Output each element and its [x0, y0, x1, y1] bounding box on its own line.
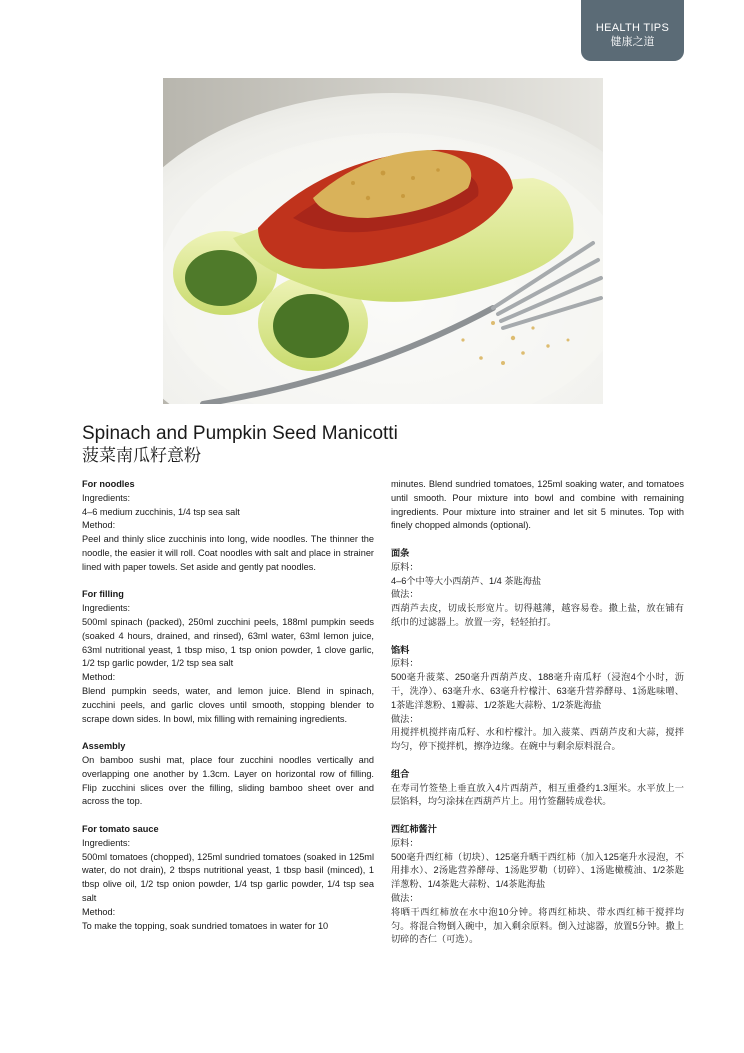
assembly-text: On bamboo sushi mat, place four zucchini noodles vertically and overlapping one another by 1.3cm. Layer on horizontal row of filling. Flip zucchini slices over the filling, sliding bamboo sheet over and across the top.: [82, 754, 374, 807]
ingredients-text: 4–6 medium zucchinis, 1/4 tsp sea salt: [82, 506, 240, 517]
english-column: [82, 478, 374, 947]
ingredients-text: 500ml spinach (packed), 250ml zucchini peels, 188ml pumpkin seeds (soaked 4 hours, drained, and rinsed), 63ml water, 63ml lemon juice, 63ml nutritional yeast, 1 tbsp miso, 1 tsp onion powder, 1 clove garlic, 1/2 tsp garlic powder, 1/2 tsp sea salt: [82, 616, 374, 669]
method-label: 做法：: [391, 589, 419, 600]
ingredients-label: 原料：: [391, 658, 419, 669]
ingredients-text: 500ml tomatoes (chopped), 125ml sundried tomatoes (soaked in 125ml water, do not drain), 2 tbsps nutritional yeast, 1 tbsp basil (minced), 1 tbsp olive oil, 1/2 tsp onion powder, 1/4 tsp garlic powder, 1/4 tsp sea salt: [82, 851, 374, 903]
section-heading: For filling: [82, 589, 124, 600]
method-label: Method:: [82, 906, 116, 917]
ingredients-label: Ingredients:: [82, 837, 131, 848]
sauce-section-zh: [391, 823, 684, 947]
noodles-section: [82, 478, 374, 575]
sauce-method-continuation: [391, 478, 684, 533]
section-heading: 西红柿酱汁: [391, 823, 437, 834]
method-label: 做法：: [391, 713, 419, 724]
assembly-section-zh: [391, 768, 684, 809]
recipe-title-en: Spinach and Pumpkin Seed Manicotti: [82, 423, 398, 444]
ingredients-label: 原料：: [391, 561, 419, 572]
method-continuation-text: minutes. Blend sundried tomatoes, 125ml soaking water, and tomatoes until smooth. Pour mixture into bowl and combine with remaining ingredients. Pour mixture into strainer and let sit 5 minutes. Top with finely chopped almonds (optional).: [391, 479, 684, 531]
section-heading: 馅料: [391, 644, 410, 655]
ingredients-label: Ingredients:: [82, 492, 131, 503]
ingredients-text: 500毫升西红柿（切块）、125毫升晒干西红柿（加入125毫升水浸泡，不用排水）、2汤匙营养酵母、1汤匙罗勒（切碎）、1汤匙橄榄油、1/2茶匙洋葱粉、1/4茶匙大蒜粉、1/4茶匙海盐: [391, 851, 684, 890]
method-label: 做法：: [391, 892, 419, 903]
section-heading: 面条: [391, 547, 410, 558]
method-text: Blend pumpkin seeds, water, and lemon juice. Blend in spinach, zucchini peels, and garlic cloves until smooth, stopping blender to scrape down sides. In bowl, mix filling with remaining ingredients.: [82, 685, 374, 724]
recipe-title-zh: 菠菜南瓜籽意粉: [82, 446, 201, 465]
method-text: 西葫芦去皮，切成长形宽片。切得越薄，越容易卷。撒上盐，放在铺有纸巾的过滤器上。放置一旁，轻轻拍打。: [391, 603, 684, 627]
health-tips-tab: [581, 0, 684, 61]
method-label: Method:: [82, 520, 116, 531]
dish-photo: [163, 78, 603, 404]
dish-photo-illustration: [163, 78, 603, 404]
method-text: To make the topping, soak sundried tomatoes in water for 10: [82, 920, 329, 931]
assembly-text: 在寿司竹签垫上垂直放入4片西葫芦，相互重叠约1.3厘米。水平放上一层馅料，均匀涂抹在西葫芦片上。用竹签翻转成卷状。: [391, 782, 684, 807]
section-heading: Assembly: [82, 741, 126, 752]
ingredients-label: Ingredients:: [82, 603, 131, 614]
section-heading: For tomato sauce: [82, 823, 159, 834]
tab-title-en: HEALTH TIPS: [595, 22, 670, 34]
ingredients-text: 500毫升菠菜、250毫升西葫芦皮、188毫升南瓜籽（浸泡4个小时，沥干，洗净）、63毫升水、63毫升柠檬汁、63毫升营养酵母、1汤匙味噌、1茶匙洋葱粉、1瓣蒜、1/2茶匙大蒜粉、1/2茶匙海盐: [391, 672, 684, 710]
method-text: Peel and thinly slice zucchinis into long, wide noodles. The thinner the noodle, the easier it will roll. Coat noodles with salt and place in strainer lined with paper towels. Set aside and gently pat noodles.: [82, 534, 374, 572]
ingredients-label: 原料：: [391, 837, 419, 848]
chinese-column: [391, 478, 684, 961]
assembly-section: [82, 740, 374, 809]
method-text: 将晒干西红柿放在水中泡10分钟。将西红柿块、带水西红柿干搅拌均匀。将混合物倒入碗中，加入剩余原料。倒入过滤器，放置5分钟。撒上切碎的杏仁（可选）。: [391, 906, 684, 945]
sauce-section: [82, 823, 374, 933]
tab-title-zh: 健康之道: [610, 36, 655, 48]
noodles-section-zh: [391, 547, 684, 630]
filling-section-zh: [391, 644, 684, 754]
ingredients-text: 4–6个中等大小西葫芦、1/4 茶匙海盐: [391, 575, 542, 586]
section-heading: 组合: [391, 768, 410, 779]
filling-section: [82, 588, 374, 726]
section-heading: For noodles: [82, 479, 135, 489]
method-label: Method:: [82, 672, 116, 683]
method-text: 用搅拌机搅拌南瓜籽、水和柠檬汁。加入菠菜、西葫芦皮和大蒜，搅拌均匀，停下搅拌机，擦净边缘。在碗中与剩余原料混合。: [391, 727, 684, 752]
